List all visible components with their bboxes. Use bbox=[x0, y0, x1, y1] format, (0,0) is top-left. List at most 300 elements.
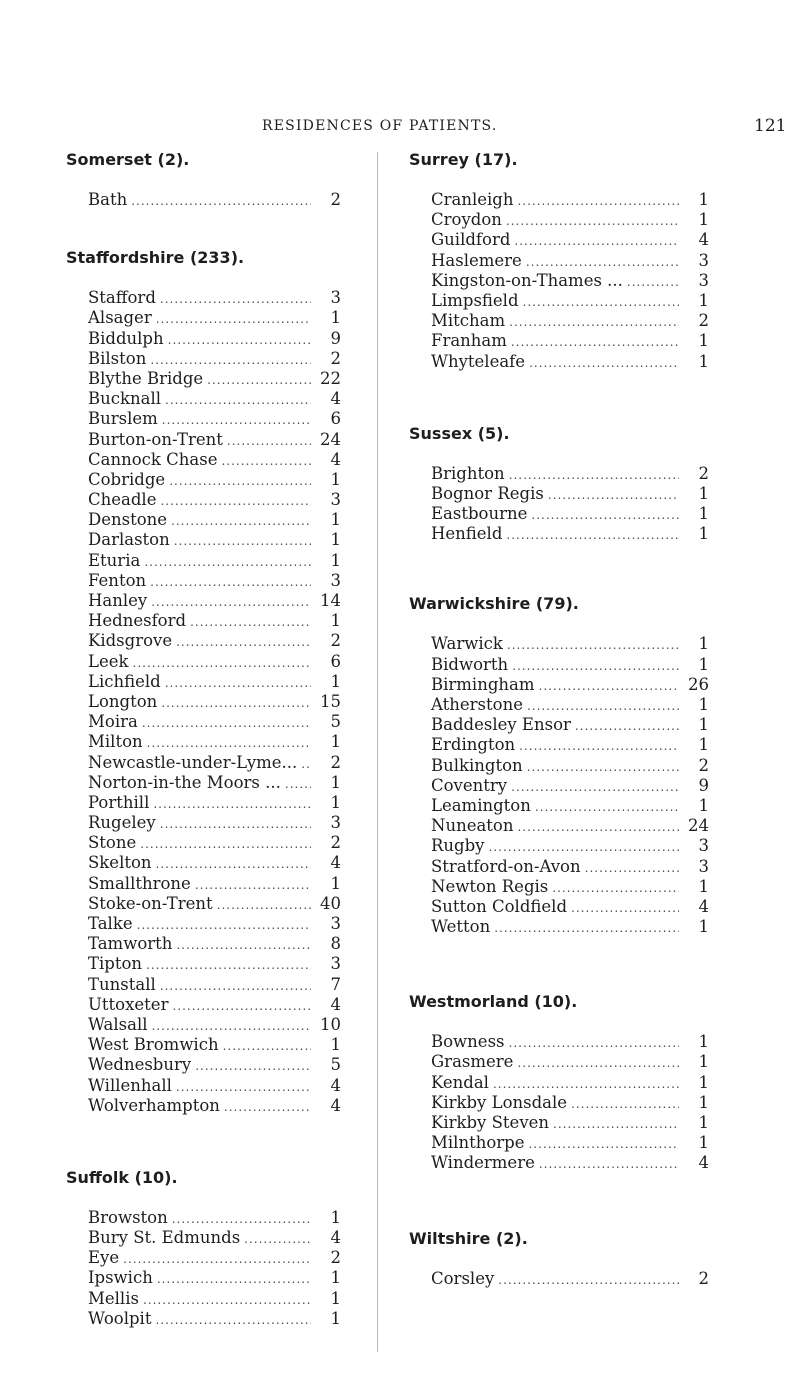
leader-dots bbox=[207, 370, 311, 390]
patient-count: 3 bbox=[330, 914, 341, 933]
leader-dots bbox=[244, 1229, 311, 1249]
place-name: Leek bbox=[88, 651, 129, 671]
place-name: Eturia bbox=[88, 550, 141, 570]
county-list-wiltshire bbox=[431, 1269, 709, 1289]
place-name: Corsley bbox=[431, 1268, 495, 1288]
place-name: Eye bbox=[88, 1248, 120, 1268]
leader-dots bbox=[514, 231, 679, 251]
place-row bbox=[431, 695, 709, 715]
place-row bbox=[431, 210, 709, 230]
patient-count: 1 bbox=[698, 654, 709, 674]
place-name: Hednesford bbox=[88, 611, 187, 631]
leader-dots bbox=[301, 754, 311, 774]
leader-dots bbox=[165, 390, 311, 410]
place-name: Wednesbury bbox=[88, 1055, 192, 1075]
place-name: Baddesley Ensor bbox=[431, 715, 571, 735]
place-row bbox=[431, 776, 709, 796]
place-name: Burslem bbox=[88, 409, 158, 429]
patient-count: 1 bbox=[698, 795, 709, 815]
place-row bbox=[88, 510, 341, 530]
leader-dots bbox=[160, 491, 311, 511]
place-name: Bury St. Edmunds bbox=[88, 1228, 241, 1248]
place-row bbox=[431, 271, 709, 291]
leader-dots bbox=[155, 1310, 311, 1330]
place-name: Erdington bbox=[431, 735, 516, 755]
leader-dots bbox=[528, 1134, 679, 1154]
leader-dots bbox=[171, 511, 311, 531]
place-row bbox=[88, 329, 341, 349]
place-row bbox=[431, 1133, 709, 1153]
place-row bbox=[88, 813, 341, 833]
leader-dots bbox=[150, 572, 311, 592]
place-row bbox=[88, 288, 341, 308]
place-row bbox=[431, 816, 709, 836]
place-name: Newton Regis bbox=[431, 876, 549, 896]
place-name: Blythe Bridge bbox=[88, 368, 204, 388]
place-row bbox=[88, 409, 341, 429]
place-row bbox=[88, 1208, 341, 1228]
leader-dots bbox=[131, 191, 311, 211]
place-row bbox=[88, 190, 341, 210]
patient-count: 1 bbox=[330, 1207, 341, 1227]
place-row bbox=[88, 551, 341, 571]
patient-count: 7 bbox=[330, 974, 341, 994]
place-row bbox=[88, 571, 341, 591]
patient-count: 5 bbox=[330, 1055, 341, 1075]
patient-count: 2 bbox=[330, 752, 341, 772]
place-name: Wolverhampton bbox=[88, 1095, 220, 1115]
leader-dots bbox=[517, 817, 679, 837]
patient-count: 1 bbox=[330, 550, 341, 570]
place-name: Cobridge bbox=[88, 469, 166, 489]
place-name: Bowness bbox=[431, 1032, 505, 1052]
leader-dots bbox=[575, 716, 679, 736]
patient-count: 2 bbox=[698, 311, 709, 331]
patient-count: 3 bbox=[330, 490, 341, 510]
place-name: Denstone bbox=[88, 510, 168, 530]
leader-dots bbox=[142, 713, 311, 733]
place-name: Norton-in-the Moors ... bbox=[88, 772, 281, 792]
place-row bbox=[431, 1093, 709, 1113]
patient-count: 3 bbox=[330, 813, 341, 833]
patient-count: 3 bbox=[698, 856, 709, 876]
place-name: Bucknall bbox=[88, 389, 162, 409]
place-name: Alsager bbox=[88, 308, 152, 328]
patient-count: 1 bbox=[698, 351, 709, 371]
place-row bbox=[431, 524, 709, 544]
place-row bbox=[88, 853, 341, 873]
leader-dots bbox=[509, 465, 679, 485]
place-name: Bath bbox=[88, 190, 128, 209]
leader-dots bbox=[511, 777, 679, 797]
patient-count: 24 bbox=[320, 429, 341, 449]
leader-dots bbox=[147, 733, 311, 753]
place-name: Browston bbox=[88, 1207, 168, 1227]
place-row bbox=[88, 995, 341, 1015]
patient-count: 4 bbox=[330, 1095, 341, 1115]
place-row bbox=[88, 349, 341, 369]
patient-count: 26 bbox=[688, 674, 709, 694]
place-row bbox=[431, 291, 709, 311]
place-name: Kingston-on-Thames ... bbox=[431, 270, 623, 290]
patient-count: 14 bbox=[320, 591, 341, 610]
patient-count: 1 bbox=[330, 510, 341, 530]
place-name: Skelton bbox=[88, 853, 152, 873]
leader-dots bbox=[217, 895, 311, 915]
place-name: Cheadle bbox=[88, 490, 157, 510]
leader-dots bbox=[526, 252, 679, 272]
place-row bbox=[88, 652, 341, 672]
patient-count: 1 bbox=[698, 190, 709, 209]
patient-count: 1 bbox=[330, 671, 341, 691]
patient-count: 1 bbox=[698, 715, 709, 735]
patient-count: 1 bbox=[698, 524, 709, 544]
county-list-westmorland bbox=[431, 1032, 709, 1173]
patient-count: 1 bbox=[330, 1288, 341, 1308]
county-list-suffolk bbox=[88, 1208, 341, 1329]
patient-count: 2 bbox=[330, 1248, 341, 1268]
place-name: Mitcham bbox=[431, 311, 506, 331]
leader-dots bbox=[176, 1077, 311, 1097]
place-name: Kidsgrove bbox=[88, 631, 173, 651]
leader-dots bbox=[535, 797, 679, 817]
leader-dots bbox=[527, 696, 679, 716]
place-row bbox=[88, 1076, 341, 1096]
place-name: Franham bbox=[431, 331, 507, 351]
patient-count: 4 bbox=[330, 389, 341, 409]
place-name: Bulkington bbox=[431, 755, 523, 775]
patient-count: 1 bbox=[698, 210, 709, 230]
place-row bbox=[88, 1035, 341, 1055]
place-name: Brighton bbox=[431, 463, 505, 483]
place-row bbox=[431, 796, 709, 816]
place-name: Warwick bbox=[431, 634, 503, 654]
patient-count: 3 bbox=[698, 836, 709, 856]
leader-dots bbox=[493, 1074, 679, 1094]
leader-dots bbox=[285, 774, 311, 794]
place-name: Croydon bbox=[431, 210, 502, 230]
place-name: Cannock Chase bbox=[88, 449, 218, 469]
leader-dots bbox=[552, 878, 679, 898]
patient-count: 1 bbox=[698, 1133, 709, 1153]
leader-dots bbox=[539, 676, 679, 696]
place-name: Darlaston bbox=[88, 530, 170, 550]
patient-count: 1 bbox=[698, 290, 709, 310]
leader-dots bbox=[227, 431, 311, 451]
place-row bbox=[431, 857, 709, 877]
patient-count: 6 bbox=[330, 409, 341, 429]
leader-dots bbox=[176, 632, 311, 652]
place-name: Wetton bbox=[431, 917, 491, 937]
leader-dots bbox=[140, 834, 311, 854]
place-row bbox=[431, 464, 709, 484]
place-name: Newcastle-under-Lyme... bbox=[88, 752, 298, 772]
leader-dots bbox=[498, 1270, 679, 1290]
place-name: Biddulph bbox=[88, 328, 164, 348]
place-row bbox=[431, 1269, 709, 1289]
patient-count: 1 bbox=[698, 1052, 709, 1072]
place-row bbox=[88, 1055, 341, 1075]
place-row bbox=[88, 1096, 341, 1116]
leader-dots bbox=[123, 1249, 311, 1269]
patient-count: 15 bbox=[320, 691, 341, 711]
place-row bbox=[88, 692, 341, 712]
county-heading-sussex: Sussex (5). bbox=[409, 423, 510, 443]
place-name: Porthill bbox=[88, 792, 150, 812]
place-row bbox=[88, 793, 341, 813]
place-row bbox=[431, 1153, 709, 1173]
place-name: Windermere bbox=[431, 1153, 535, 1173]
place-name: Tunstall bbox=[88, 974, 156, 994]
right-column bbox=[409, 150, 709, 1289]
patient-count: 10 bbox=[320, 1014, 341, 1034]
patient-count: 4 bbox=[698, 896, 709, 916]
leader-dots bbox=[146, 955, 311, 975]
place-name: Rugeley bbox=[88, 813, 156, 833]
place-row bbox=[88, 914, 341, 934]
leader-dots bbox=[539, 1154, 679, 1174]
leader-dots bbox=[150, 350, 311, 370]
place-name: Birmingham bbox=[431, 674, 535, 694]
place-name: West Bromwich bbox=[88, 1035, 219, 1055]
place-name: Willenhall bbox=[88, 1075, 172, 1095]
patient-count: 3 bbox=[330, 570, 341, 590]
place-name: Bidworth bbox=[431, 654, 509, 674]
leader-dots bbox=[512, 656, 679, 676]
left-column bbox=[66, 150, 341, 1329]
patient-count: 1 bbox=[330, 873, 341, 893]
leader-dots bbox=[190, 612, 311, 632]
place-name: Sutton Coldfield bbox=[431, 896, 568, 916]
place-name: Kendal bbox=[431, 1072, 489, 1092]
leader-dots bbox=[162, 410, 311, 430]
leader-dots bbox=[176, 935, 311, 955]
leader-dots bbox=[153, 794, 311, 814]
place-row bbox=[88, 430, 341, 450]
column-divider bbox=[377, 152, 378, 1352]
place-name: Tamworth bbox=[88, 934, 173, 954]
place-name: Hanley bbox=[88, 591, 148, 610]
place-name: Haslemere bbox=[431, 250, 522, 270]
place-name: Rugby bbox=[431, 836, 485, 856]
leader-dots bbox=[527, 757, 679, 777]
leader-dots bbox=[172, 1209, 311, 1229]
place-row bbox=[88, 369, 341, 389]
place-row bbox=[431, 877, 709, 897]
county-list-somerset bbox=[88, 190, 341, 210]
place-name: Mellis bbox=[88, 1288, 139, 1308]
patient-count: 9 bbox=[698, 775, 709, 795]
leader-dots bbox=[553, 1114, 679, 1134]
place-row bbox=[88, 631, 341, 651]
leader-dots bbox=[523, 292, 679, 312]
patient-count: 24 bbox=[688, 816, 709, 836]
place-row bbox=[88, 591, 341, 611]
leader-dots bbox=[509, 312, 679, 332]
patient-count: 1 bbox=[698, 695, 709, 714]
patient-count: 40 bbox=[320, 893, 341, 913]
place-name: Eastbourne bbox=[431, 504, 528, 524]
place-name: Kirkby Steven bbox=[431, 1113, 550, 1132]
county-heading-warwickshire: Warwickshire (79). bbox=[409, 594, 579, 614]
place-row bbox=[431, 230, 709, 250]
place-row bbox=[88, 753, 341, 773]
place-name: Guildford bbox=[431, 230, 511, 250]
page-header bbox=[0, 118, 801, 140]
patient-count: 3 bbox=[698, 250, 709, 270]
county-heading-staffordshire: Staffordshire (233). bbox=[66, 248, 245, 268]
place-row bbox=[88, 389, 341, 409]
place-row bbox=[431, 675, 709, 695]
leader-dots bbox=[221, 451, 311, 471]
place-name: Leamington bbox=[431, 795, 531, 815]
running-title: RESIDENCES OF PATIENTS. bbox=[262, 118, 498, 134]
place-name: Atherstone bbox=[431, 695, 523, 714]
place-name: Whyteleafe bbox=[431, 351, 526, 371]
patient-count: 1 bbox=[698, 735, 709, 755]
place-row bbox=[431, 190, 709, 210]
leader-dots bbox=[151, 592, 311, 612]
place-row bbox=[88, 1309, 341, 1329]
patient-count: 3 bbox=[330, 954, 341, 974]
place-row bbox=[431, 836, 709, 856]
leader-dots bbox=[571, 1094, 679, 1114]
patient-count: 2 bbox=[330, 348, 341, 368]
place-row bbox=[88, 1268, 341, 1288]
patient-count: 1 bbox=[698, 1032, 709, 1052]
leader-dots bbox=[494, 918, 679, 938]
place-name: Uttoxeter bbox=[88, 994, 169, 1014]
patient-count: 1 bbox=[330, 1268, 341, 1288]
patient-count: 1 bbox=[698, 504, 709, 524]
leader-dots bbox=[137, 915, 311, 935]
place-name: Tipton bbox=[88, 954, 143, 974]
leader-dots bbox=[174, 531, 311, 551]
county-list-sussex bbox=[431, 464, 709, 545]
place-row bbox=[88, 773, 341, 793]
place-row bbox=[88, 611, 341, 631]
patient-count: 1 bbox=[330, 732, 341, 752]
patient-count: 2 bbox=[330, 631, 341, 651]
patient-count: 4 bbox=[330, 994, 341, 1014]
place-name: Stratford-on-Avon bbox=[431, 856, 581, 876]
patient-count: 1 bbox=[330, 308, 341, 328]
county-heading-westmorland: Westmorland (10). bbox=[409, 992, 578, 1012]
patient-count: 1 bbox=[698, 634, 709, 654]
patient-count: 1 bbox=[330, 772, 341, 792]
place-name: Coventry bbox=[431, 775, 508, 795]
leader-dots bbox=[509, 1033, 679, 1053]
patient-count: 4 bbox=[330, 449, 341, 469]
county-heading-somerset: Somerset (2). bbox=[66, 150, 190, 169]
place-name: Cranleigh bbox=[431, 190, 514, 209]
leader-dots bbox=[489, 837, 680, 857]
place-row bbox=[88, 833, 341, 853]
patient-count: 2 bbox=[698, 755, 709, 775]
leader-dots bbox=[571, 898, 679, 918]
place-name: Grasmere bbox=[431, 1052, 514, 1072]
place-name: Bognor Regis bbox=[431, 483, 544, 503]
place-name: Longton bbox=[88, 691, 158, 711]
leader-dots bbox=[223, 1036, 311, 1056]
place-name: Milton bbox=[88, 732, 143, 752]
leader-dots bbox=[160, 814, 311, 834]
place-name: Ipswich bbox=[88, 1268, 153, 1288]
patient-count: 1 bbox=[330, 1308, 341, 1328]
place-name: Bilston bbox=[88, 348, 147, 368]
patient-count: 2 bbox=[330, 833, 341, 853]
leader-dots bbox=[172, 996, 311, 1016]
leader-dots bbox=[144, 552, 311, 572]
place-row bbox=[88, 894, 341, 914]
place-row bbox=[431, 756, 709, 776]
place-row bbox=[431, 311, 709, 331]
place-row bbox=[88, 1289, 341, 1309]
place-name: Lichfield bbox=[88, 671, 161, 691]
patient-count: 1 bbox=[698, 1072, 709, 1092]
county-list-warwickshire bbox=[431, 634, 709, 937]
patient-count: 1 bbox=[330, 1035, 341, 1055]
place-row bbox=[88, 712, 341, 732]
patient-count: 3 bbox=[330, 288, 341, 308]
county-heading-wiltshire: Wiltshire (2). bbox=[409, 1228, 528, 1248]
patient-count: 4 bbox=[698, 230, 709, 250]
leader-dots bbox=[152, 1016, 312, 1036]
leader-dots bbox=[165, 673, 311, 693]
patient-count: 2 bbox=[698, 463, 709, 483]
patient-count: 4 bbox=[698, 1153, 709, 1173]
patient-count: 5 bbox=[330, 712, 341, 732]
leader-dots bbox=[168, 330, 311, 350]
leader-dots bbox=[506, 211, 679, 231]
leader-dots bbox=[133, 653, 312, 673]
leader-dots bbox=[195, 1056, 311, 1076]
place-row bbox=[431, 655, 709, 675]
place-row bbox=[88, 308, 341, 328]
leader-dots bbox=[517, 191, 679, 211]
patient-count: 1 bbox=[330, 469, 341, 489]
place-row bbox=[88, 490, 341, 510]
leader-dots bbox=[531, 505, 679, 525]
county-list-staffordshire bbox=[88, 288, 341, 1116]
leader-dots bbox=[548, 485, 679, 505]
leader-dots bbox=[143, 1290, 311, 1310]
page-number: 121 bbox=[754, 116, 787, 136]
place-row bbox=[431, 504, 709, 524]
county-heading-surrey: Surrey (17). bbox=[409, 150, 518, 169]
patient-count: 22 bbox=[320, 368, 341, 388]
place-row bbox=[88, 450, 341, 470]
place-row bbox=[431, 735, 709, 755]
place-row bbox=[88, 1228, 341, 1248]
county-heading-suffolk: Suffolk (10). bbox=[66, 1167, 178, 1187]
leader-dots bbox=[169, 471, 311, 491]
patient-count: 1 bbox=[330, 530, 341, 550]
place-row bbox=[88, 732, 341, 752]
place-row bbox=[431, 484, 709, 504]
place-name: Fenton bbox=[88, 570, 147, 590]
patient-count: 4 bbox=[330, 853, 341, 873]
leader-dots bbox=[511, 332, 679, 352]
place-row bbox=[88, 954, 341, 974]
county-list-surrey bbox=[431, 190, 709, 372]
place-name: Nuneaton bbox=[431, 816, 514, 836]
place-row bbox=[88, 1248, 341, 1268]
place-row bbox=[88, 470, 341, 490]
patient-count: 2 bbox=[698, 1268, 709, 1288]
place-row bbox=[88, 874, 341, 894]
leader-dots bbox=[156, 854, 311, 874]
